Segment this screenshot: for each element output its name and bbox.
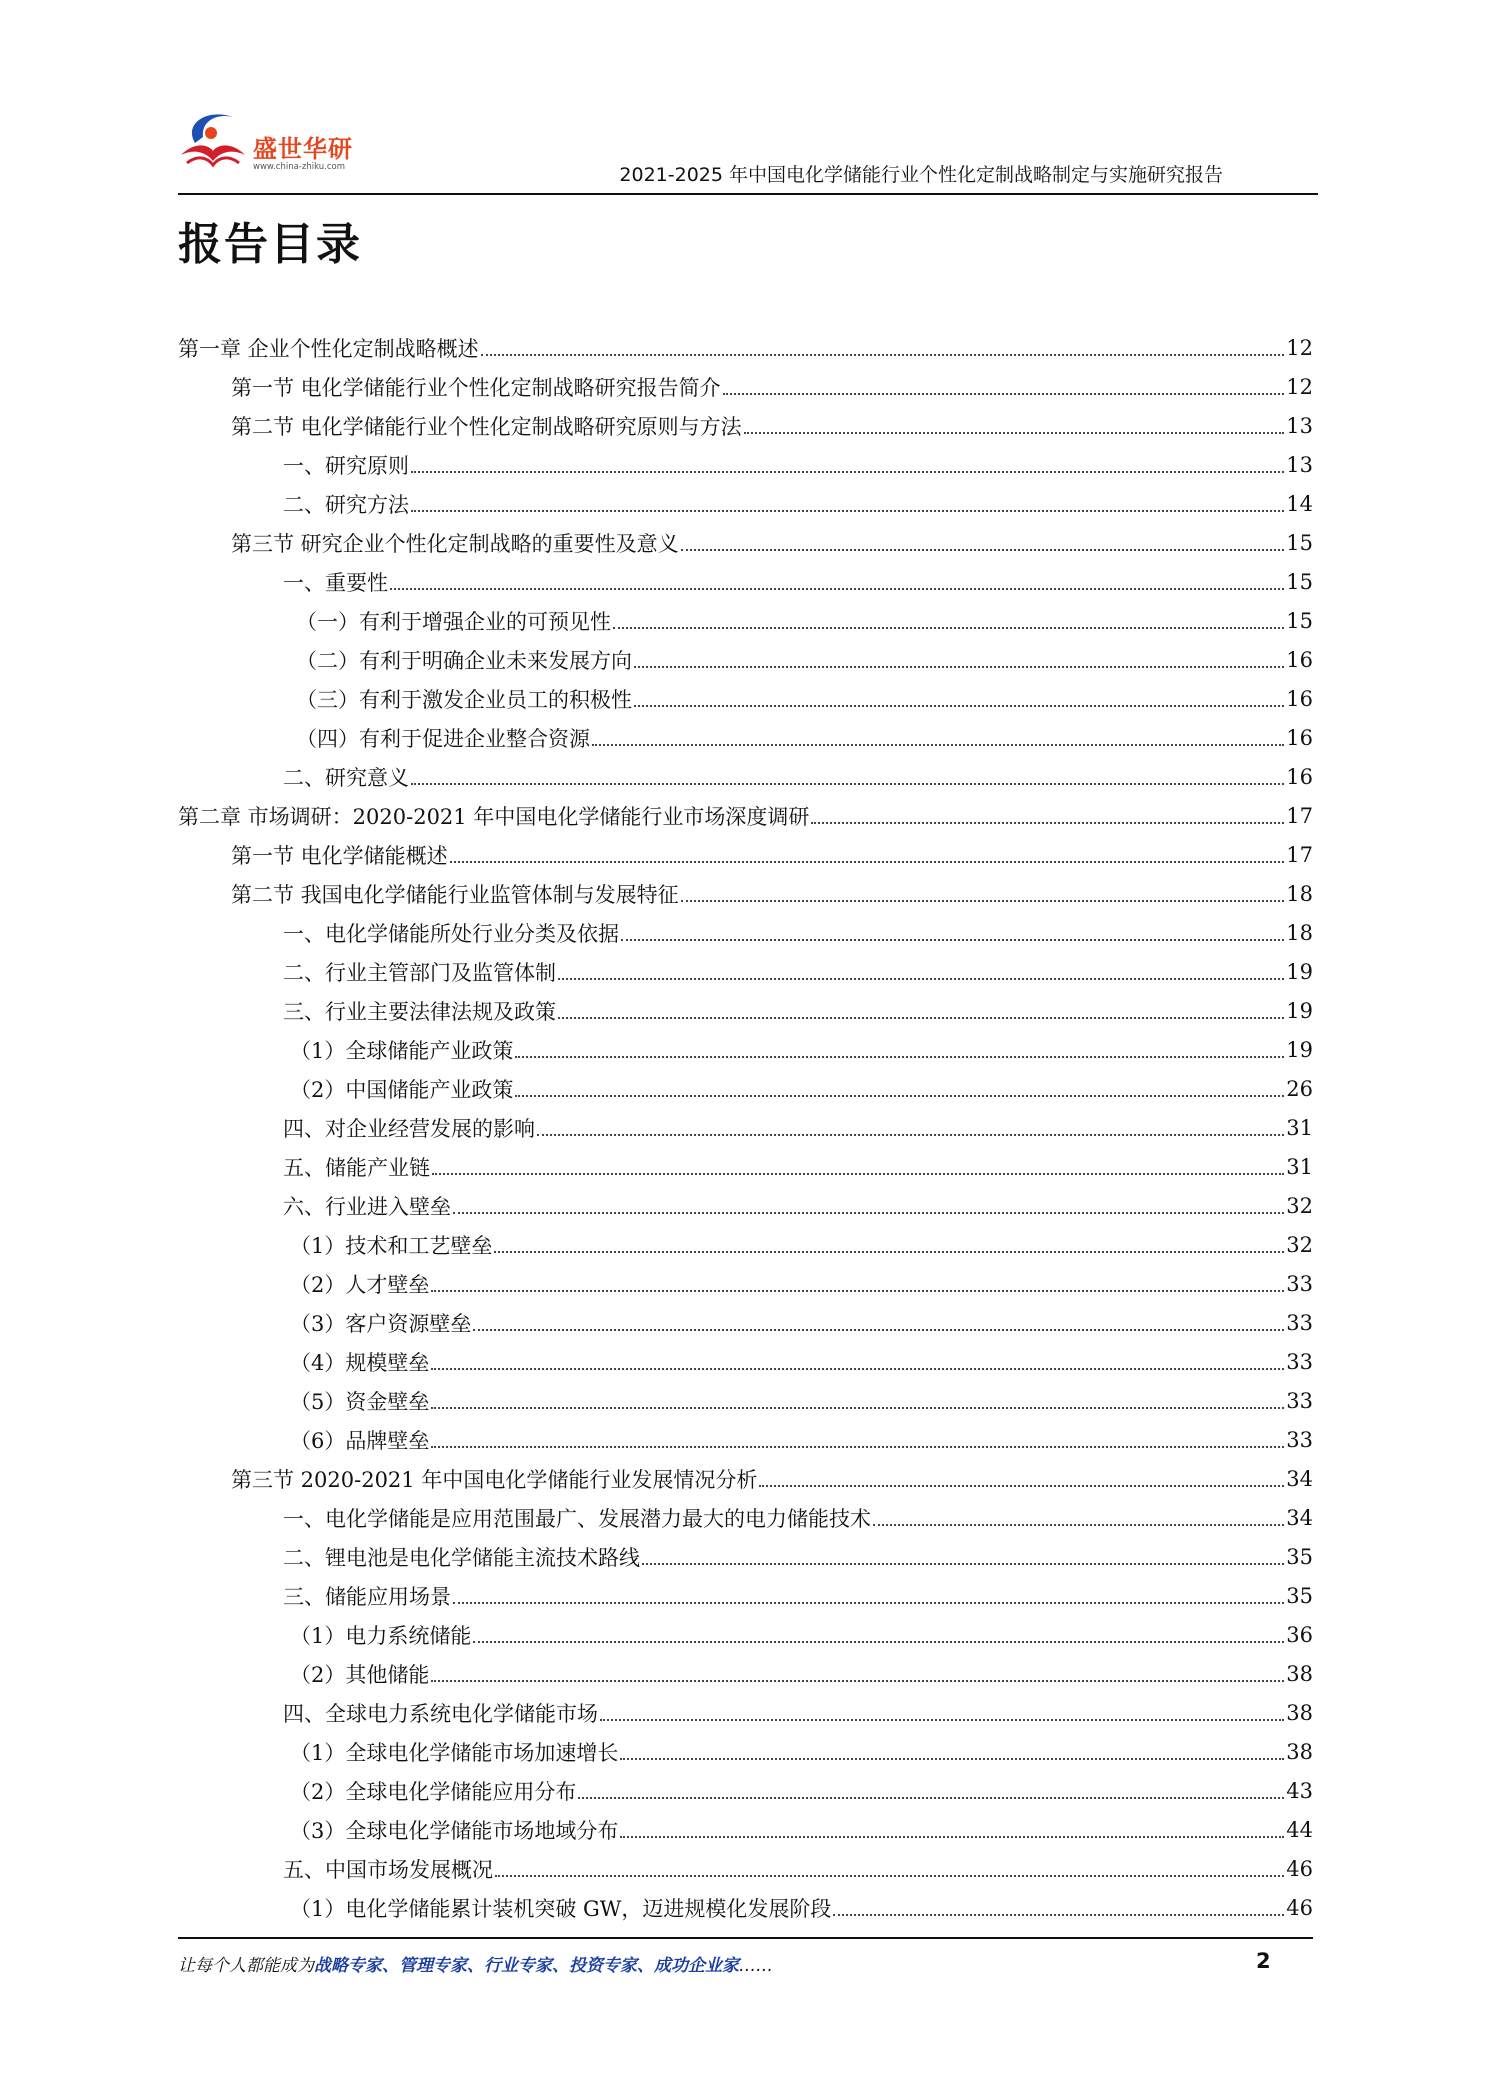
- toc-entry[interactable]: [178, 1498, 1313, 1537]
- toc-dot-leader: [515, 1054, 1284, 1058]
- toc-entry-title: 第三节 研究企业个性化定制战略的重要性及意义: [231, 531, 679, 556]
- toc-dot-leader: [634, 703, 1284, 707]
- page-number: 2: [1256, 1949, 1271, 1973]
- logo-emblem-icon: [173, 103, 253, 183]
- toc-entry-title: （4）规模壁垒: [290, 1350, 430, 1375]
- toc-entry-title: （3）全球电化学储能市场地域分布: [290, 1818, 619, 1843]
- toc-dot-leader: [431, 1366, 1284, 1370]
- toc-entry-page: 34: [1286, 1505, 1313, 1530]
- toc-entry-page: 33: [1286, 1349, 1313, 1374]
- toc-entry-page: 31: [1286, 1115, 1313, 1140]
- toc-dot-leader: [873, 1522, 1284, 1526]
- toc-dot-leader: [578, 1795, 1284, 1799]
- toc-entry-page: 15: [1286, 608, 1313, 633]
- toc-entry-title: 四、全球电力系统电化学储能市场: [283, 1701, 598, 1726]
- toc-entry[interactable]: [178, 913, 1313, 952]
- toc-entry[interactable]: [178, 796, 1313, 835]
- toc-entry-title: 一、重要性: [283, 570, 388, 595]
- toc-entry-title: （1）电力系统储能: [290, 1623, 472, 1648]
- slogan-suffix: ……: [739, 1956, 773, 1976]
- toc-entry-title: 第三节 2020-2021 年中国电化学储能行业发展情况分析: [231, 1467, 758, 1492]
- toc-dot-leader: [621, 937, 1284, 941]
- toc-entry-title: （1）技术和工艺壁垒: [290, 1233, 493, 1258]
- toc-entry-page: 15: [1286, 569, 1313, 594]
- slogan-highlight: 战略专家、管理专家、行业专家、投资专家、成功企业家: [314, 1956, 739, 1976]
- toc-entry-page: 32: [1286, 1193, 1313, 1218]
- toc-dot-leader: [759, 1483, 1284, 1487]
- toc-entry[interactable]: [178, 1693, 1313, 1732]
- toc-entry-title: （6）品牌壁垒: [290, 1428, 430, 1453]
- toc-entry-title: （1）电化学储能累计装机突破 GW，迈进规模化发展阶段: [290, 1896, 832, 1921]
- toc-entry[interactable]: [178, 640, 1313, 679]
- toc-entry[interactable]: [178, 601, 1313, 640]
- toc-entry-title: （2）其他储能: [290, 1662, 430, 1687]
- toc-entry[interactable]: [178, 1420, 1313, 1459]
- toc-entry[interactable]: [178, 1576, 1313, 1615]
- logo-website: www.china-zhiku.com: [253, 162, 345, 172]
- toc-entry[interactable]: [178, 523, 1313, 562]
- toc-entry-title: 一、电化学储能是应用范围最广、发展潜力最大的电力储能技术: [283, 1506, 871, 1531]
- toc-entry[interactable]: [178, 679, 1313, 718]
- toc-entry[interactable]: [178, 1732, 1313, 1771]
- toc-entry-title: （3）客户资源壁垒: [290, 1311, 472, 1336]
- toc-entry-page: 35: [1286, 1583, 1313, 1608]
- toc-dot-leader: [515, 1093, 1284, 1097]
- toc-entry-page: 19: [1286, 1037, 1313, 1062]
- toc-dot-leader: [431, 1444, 1284, 1448]
- logo-company-name: 盛世华研: [253, 135, 353, 163]
- toc-entry[interactable]: [178, 445, 1313, 484]
- toc-entry-title: （一）有利于增强企业的可预见性: [296, 609, 611, 634]
- toc-entry-page: 16: [1286, 725, 1313, 750]
- toc-dot-leader: [431, 1405, 1284, 1409]
- toc-entry[interactable]: [178, 328, 1313, 367]
- toc-dot-leader: [481, 352, 1285, 356]
- toc-dot-leader: [450, 859, 1285, 863]
- toc-entry[interactable]: [178, 1888, 1313, 1927]
- toc-dot-leader: [431, 1288, 1284, 1292]
- toc-entry-title: 一、电化学储能所处行业分类及依据: [283, 921, 619, 946]
- toc-entry-title: 二、研究方法: [283, 492, 409, 517]
- footer-slogan: [178, 1951, 773, 1976]
- toc-entry-title: （2）人才壁垒: [290, 1272, 430, 1297]
- toc-entry[interactable]: [178, 1342, 1313, 1381]
- toc-entry-page: 38: [1286, 1739, 1313, 1764]
- toc-entry-title: 三、储能应用场景: [283, 1584, 451, 1609]
- toc-dot-leader: [495, 1873, 1284, 1877]
- toc-entry-page: 31: [1286, 1154, 1313, 1179]
- footer-divider: [178, 1937, 1313, 1939]
- toc-entry-title: 第一节 电化学储能概述: [231, 843, 448, 868]
- toc-entry-page: 19: [1286, 959, 1313, 984]
- toc-entry[interactable]: [178, 835, 1313, 874]
- toc-entry-page: 13: [1286, 452, 1313, 477]
- toc-entry-title: 二、行业主管部门及监管体制: [283, 960, 556, 985]
- toc-entry-title: （5）资金壁垒: [290, 1389, 430, 1414]
- toc-heading: 报告目录: [178, 219, 362, 270]
- toc-entry-title: 第一章 企业个性化定制战略概述: [178, 336, 479, 361]
- toc-entry-page: 18: [1286, 920, 1313, 945]
- toc-entry-title: 第一节 电化学储能行业个性化定制战略研究报告简介: [231, 375, 721, 400]
- toc-entry[interactable]: [178, 367, 1313, 406]
- toc-entry-title: 三、行业主要法律法规及政策: [283, 999, 556, 1024]
- toc-entry[interactable]: [178, 1225, 1313, 1264]
- toc-dot-leader: [811, 820, 1284, 824]
- toc-entry-page: 38: [1286, 1700, 1313, 1725]
- toc-dot-leader: [744, 430, 1285, 434]
- toc-entry-page: 33: [1286, 1271, 1313, 1296]
- toc-entry-title: （三）有利于激发企业员工的积极性: [296, 687, 632, 712]
- toc-entry-title: 第二节 我国电化学储能行业监管体制与发展特征: [231, 882, 679, 907]
- toc-dot-leader: [681, 898, 1285, 902]
- toc-entry-title: 一、研究原则: [283, 453, 409, 478]
- toc-entry-title: （二）有利于明确企业未来发展方向: [296, 648, 632, 673]
- toc-dot-leader: [723, 391, 1285, 395]
- table-of-contents: [178, 328, 1313, 1927]
- toc-entry-page: 36: [1286, 1622, 1313, 1647]
- toc-dot-leader: [558, 976, 1284, 980]
- toc-entry-title: （1）全球电化学储能市场加速增长: [290, 1740, 619, 1765]
- toc-entry[interactable]: [178, 1264, 1313, 1303]
- toc-entry[interactable]: [178, 1615, 1313, 1654]
- toc-dot-leader: [833, 1912, 1284, 1916]
- toc-entry-title: 六、行业进入壁垒: [283, 1194, 451, 1219]
- toc-dot-leader: [634, 664, 1284, 668]
- toc-entry-page: 46: [1286, 1856, 1313, 1881]
- toc-dot-leader: [411, 469, 1284, 473]
- toc-entry[interactable]: [178, 1654, 1313, 1693]
- toc-entry[interactable]: [178, 1186, 1313, 1225]
- toc-dot-leader: [431, 1678, 1284, 1682]
- toc-entry-title: 第二章 市场调研：2020-2021 年中国电化学储能行业市场深度调研: [178, 804, 810, 829]
- toc-entry-page: 44: [1286, 1817, 1313, 1842]
- toc-entry[interactable]: [178, 562, 1313, 601]
- report-title: 2021-2025 年中国电化学储能行业个性化定制战略制定与实施研究报告: [619, 164, 1223, 186]
- toc-dot-leader: [600, 1717, 1284, 1721]
- toc-entry-page: 35: [1286, 1544, 1313, 1569]
- toc-dot-leader: [642, 1561, 1284, 1565]
- toc-entry[interactable]: [178, 718, 1313, 757]
- toc-entry-title: 四、对企业经营发展的影响: [283, 1116, 535, 1141]
- toc-entry[interactable]: [178, 1147, 1313, 1186]
- toc-entry-page: 12: [1286, 335, 1313, 360]
- toc-entry[interactable]: [178, 1810, 1313, 1849]
- toc-entry-title: 二、研究意义: [283, 765, 409, 790]
- toc-dot-leader: [473, 1639, 1284, 1643]
- toc-entry-page: 16: [1286, 764, 1313, 789]
- toc-entry[interactable]: [178, 1849, 1313, 1888]
- toc-entry-title: 二、锂电池是电化学储能主流技术路线: [283, 1545, 640, 1570]
- toc-entry[interactable]: [178, 1303, 1313, 1342]
- toc-entry-title: 五、中国市场发展概况: [283, 1857, 493, 1882]
- toc-entry-page: 26: [1286, 1076, 1313, 1101]
- toc-dot-leader: [681, 547, 1285, 551]
- toc-entry-title: （2）中国储能产业政策: [290, 1077, 514, 1102]
- toc-dot-leader: [613, 625, 1284, 629]
- toc-dot-leader: [432, 1171, 1284, 1175]
- toc-entry-page: 33: [1286, 1310, 1313, 1335]
- toc-entry[interactable]: [178, 406, 1313, 445]
- toc-entry-title: （2）全球电化学储能应用分布: [290, 1779, 577, 1804]
- toc-entry-page: 17: [1286, 803, 1313, 828]
- toc-entry-page: 15: [1286, 530, 1313, 555]
- toc-entry[interactable]: [178, 991, 1313, 1030]
- company-logo: [173, 103, 398, 183]
- toc-entry-page: 18: [1286, 881, 1313, 906]
- toc-dot-leader: [620, 1834, 1284, 1838]
- toc-entry-page: 34: [1286, 1466, 1313, 1491]
- toc-dot-leader: [411, 781, 1284, 785]
- toc-entry-page: 13: [1286, 413, 1313, 438]
- toc-entry-page: 32: [1286, 1232, 1313, 1257]
- toc-dot-leader: [620, 1756, 1284, 1760]
- toc-entry[interactable]: [178, 484, 1313, 523]
- toc-entry-page: 46: [1286, 1895, 1313, 1920]
- toc-entry-title: （四）有利于促进企业整合资源: [296, 726, 590, 751]
- toc-entry-page: 16: [1286, 686, 1313, 711]
- toc-entry[interactable]: [178, 1459, 1313, 1498]
- toc-entry[interactable]: [178, 1537, 1313, 1576]
- toc-entry-page: 14: [1286, 491, 1313, 516]
- toc-entry-page: 16: [1286, 647, 1313, 672]
- toc-dot-leader: [453, 1600, 1284, 1604]
- toc-entry-page: 19: [1286, 998, 1313, 1023]
- toc-dot-leader: [494, 1249, 1284, 1253]
- toc-entry-title: 五、储能产业链: [283, 1155, 430, 1180]
- toc-dot-leader: [453, 1210, 1284, 1214]
- toc-entry-page: 12: [1286, 374, 1313, 399]
- toc-dot-leader: [592, 742, 1284, 746]
- toc-entry[interactable]: [178, 1069, 1313, 1108]
- toc-entry-page: 33: [1286, 1427, 1313, 1452]
- toc-entry[interactable]: [178, 874, 1313, 913]
- toc-dot-leader: [473, 1327, 1284, 1331]
- toc-entry[interactable]: [178, 757, 1313, 796]
- toc-entry-page: 43: [1286, 1778, 1313, 1803]
- toc-dot-leader: [537, 1132, 1284, 1136]
- toc-entry[interactable]: [178, 952, 1313, 991]
- header-divider: [178, 193, 1318, 195]
- toc-entry-title: （1）全球储能产业政策: [290, 1038, 514, 1063]
- toc-entry[interactable]: [178, 1108, 1313, 1147]
- toc-dot-leader: [390, 586, 1284, 590]
- toc-entry[interactable]: [178, 1030, 1313, 1069]
- toc-entry-page: 17: [1286, 842, 1313, 867]
- toc-dot-leader: [411, 508, 1284, 512]
- slogan-prefix: 让每个人都能成为: [178, 1956, 314, 1976]
- toc-entry[interactable]: [178, 1381, 1313, 1420]
- toc-entry-page: 33: [1286, 1388, 1313, 1413]
- toc-entry-page: 38: [1286, 1661, 1313, 1686]
- toc-entry[interactable]: [178, 1771, 1313, 1810]
- toc-entry-title: 第二节 电化学储能行业个性化定制战略研究原则与方法: [231, 414, 742, 439]
- toc-dot-leader: [558, 1015, 1284, 1019]
